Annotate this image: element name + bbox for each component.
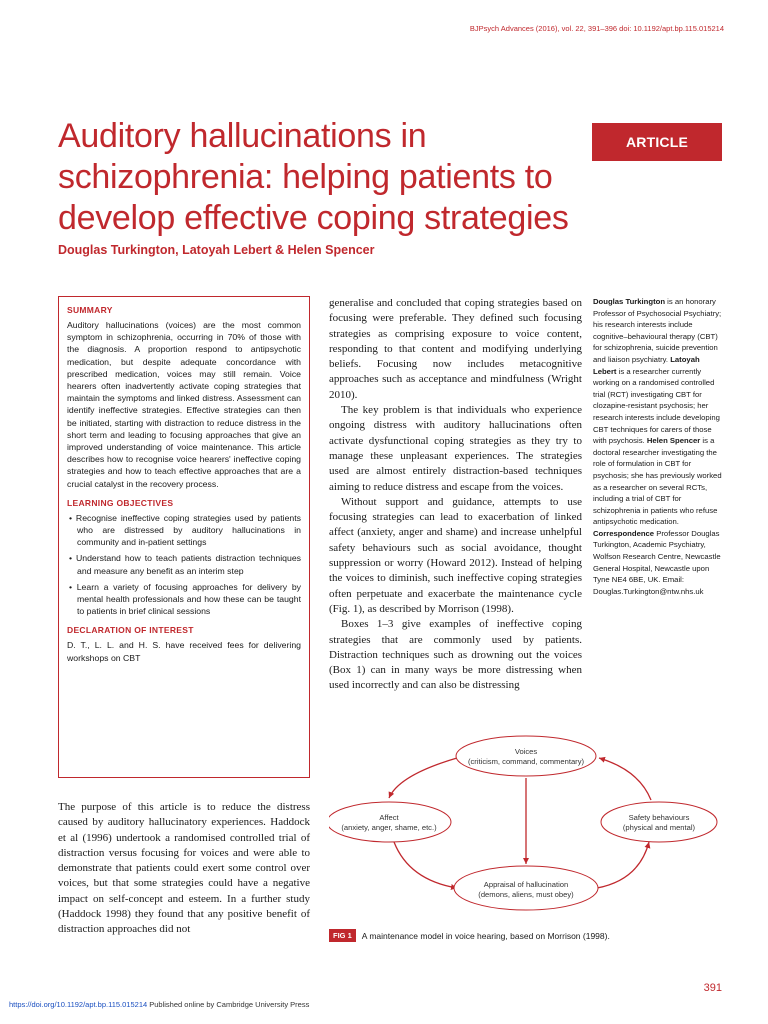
author-bio-2: is a researcher currently working on a randomised controlled trial (RCT) investigating CBT for clozapine-resistant psychosis; her research interests include developing CBT techniques for carers of those with psychosis.: [593, 366, 720, 446]
declaration-text: D. T., L. L. and H. S. have received fees for delivering workshops on CBT: [67, 640, 301, 663]
node-safety-behaviours: [601, 802, 717, 842]
node-safety-sublabel: (physical and mental): [622, 823, 696, 832]
arrow-voices-to-affect: [389, 758, 457, 798]
node-safety-label: Safety behaviours: [628, 813, 690, 822]
node-voices: [456, 736, 596, 776]
body-column-2: [329, 296, 582, 694]
node-appraisal-label: Appraisal of hallucination: [483, 880, 569, 889]
body-column-1: The purpose of this article is to reduce the distress caused by auditory hallucinatory experiences. Haddock et al (1996) undertook a randomised controlled trial of distraction versus focusing for voices and were able to demonstrate that patients could exert some control over voices, but that some strategies could have a negative impact on self-concept and esteem. In a further study (Haddock 1998) they found that any positive benefit of distraction approaches did not: [58, 801, 310, 936]
published-online-text: Published online by Cambridge University Press: [147, 1000, 310, 1009]
node-affect-sublabel: (anxiety, anger, shame, etc.): [341, 823, 437, 832]
figure-caption: A maintenance model in voice hearing, based on Morrison (1998).: [361, 930, 610, 941]
node-voices-sublabel: (criticism, command, commentary): [467, 757, 585, 766]
learning-objective-item: • Learn a variety of focusing approaches for delivery by mental health professionals and how these can be taught to patients in brief clinical sessions: [69, 581, 301, 617]
arrow-appraisal-to-safety: [597, 842, 649, 888]
body-paragraph: The key problem is that individuals who experience ongoing distress with auditory hallucinations often activate dysfunctional coping strategies as they try to manage these unpleasant experiences. The strategies used are almost entirely distraction-based techniques aiming to reduce distress and escape from the voices.: [329, 404, 582, 493]
figure-caption-row: [329, 929, 610, 942]
arrow-affect-to-appraisal: [394, 842, 457, 888]
summary-heading: SUMMARY: [67, 305, 113, 315]
correspondence-text: Professor Douglas Turkington, Academic Psychiatry, Wolfson Research Centre, Newcastle General Hospital, Newcastle upon Tyne NE4 6BE, UK. Email: Douglas.Turkington@ntw.nhs.uk: [593, 528, 721, 596]
correspondence-label: Correspondence: [593, 528, 655, 538]
figure-1: [329, 730, 725, 960]
author-name-1: Douglas Turkington: [593, 297, 666, 306]
declaration-heading: DECLARATION OF INTEREST: [67, 625, 194, 636]
node-voices-label: Voices: [514, 747, 538, 756]
learning-objective-item: • Recognise ineffective coping strategies used by patients who are distressed by auditory hallucinations in community and in-patient settings: [69, 512, 301, 548]
body-paragraph: Boxes 1–3 give examples of ineffective coping strategies that are commonly used by patients. Distraction techniques such as drowning out the voices (Box 1) can in many ways be more distressing when used incorrectly and can also be distressing: [329, 618, 582, 692]
node-appraisal: [454, 866, 598, 910]
node-affect: [329, 802, 451, 842]
author-bio-sidebar: [593, 296, 725, 597]
footer: [9, 1000, 309, 1009]
author-bio-1: is an honorary Professor of Psychosocial Psychiatry; his research interests include cognitive–behavioural therapy (CBT) for schizophrenia, suicide prevention and liaison psychiatry.: [593, 297, 722, 364]
node-appraisal-sublabel: (demons, aliens, must obey): [478, 890, 574, 899]
figure-label: FIG 1: [329, 929, 356, 942]
journal-header: BJPsych Advances (2016), vol. 22, 391–396 doi: 10.1192/apt.bp.115.015214: [469, 24, 724, 33]
learning-objectives-list: [67, 512, 301, 618]
node-affect-label: Affect: [379, 813, 399, 822]
doi-link[interactable]: https://doi.org/10.1192/apt.bp.115.015214: [9, 1000, 148, 1009]
article-type-badge: ARTICLE: [592, 123, 722, 161]
arrow-safety-to-voices: [599, 758, 651, 800]
summary-text: Auditory hallucinations (voices) are the most common symptom in schizophrenia, occurring in 70% of those with the diagnosis. A proportion respond to antipsychotic medication, but despite adequate concordance with prescribed medication, voices may still remain. Voice hearers often inadvertently activate coping strategies that maintain the symptoms and linked distress. Assessment can identify ineffective strategies. Effective strategies can then be initiated, starting with distraction to reduce distress in the short term and leading to focusing approaches that give an improved understanding of voice maintenance. This article describes how to recognise voice hearers' ineffective coping strategies and how to teach effective approaches that are a crucial catalyst in the recovery process.: [67, 320, 301, 489]
author-name-2: Latoyah Lebert: [593, 354, 700, 376]
body-paragraph: generalise and concluded that coping strategies based on focusing were preferable. They defined such focusing strategies as comprising exposure to voice content, responding to that content and modifying underlying beliefs. Focusing now includes metacognitive approaches such as acceptance and mindfulness (Wright 2010).: [329, 297, 582, 401]
learning-objective-item: • Understand how to teach patients distraction techniques and measure any benefit as an interim step: [69, 553, 301, 576]
maintenance-model-diagram: [329, 730, 725, 925]
article-title: Auditory hallucinations in schizophrenia: helping patients to develop effective coping strategies: [58, 117, 569, 237]
author-bio-3: is a doctoral researcher investigating the role of formulation in CBT for psychosis; she has previously worked as a researcher on several RCTs, including a trial of CBT for schizophrenia in patients who refuse antipsychotic medication.: [593, 436, 722, 527]
page-number: 391: [703, 982, 722, 994]
author-name-3: Helen Spencer: [646, 436, 701, 446]
learning-objectives-heading: LEARNING OBJECTIVES: [67, 497, 174, 508]
summary-box: [58, 296, 310, 778]
authors-line: Douglas Turkington, Latoyah Lebert & Helen Spencer: [58, 243, 375, 257]
body-paragraph: Without support and guidance, attempts to use focusing strategies can lead to exacerbation of linked affect (anxiety, anger and shame) and increase unhelpful safety behaviours such as social avoidance, thought suppression or worry (Howard 2012). Instead of helping the voices to diminish, such ineffective coping strategies often perpetuate and exacerbate the maintenance cycle (Fig. 1), as described by Morrison (1998).: [329, 495, 582, 615]
